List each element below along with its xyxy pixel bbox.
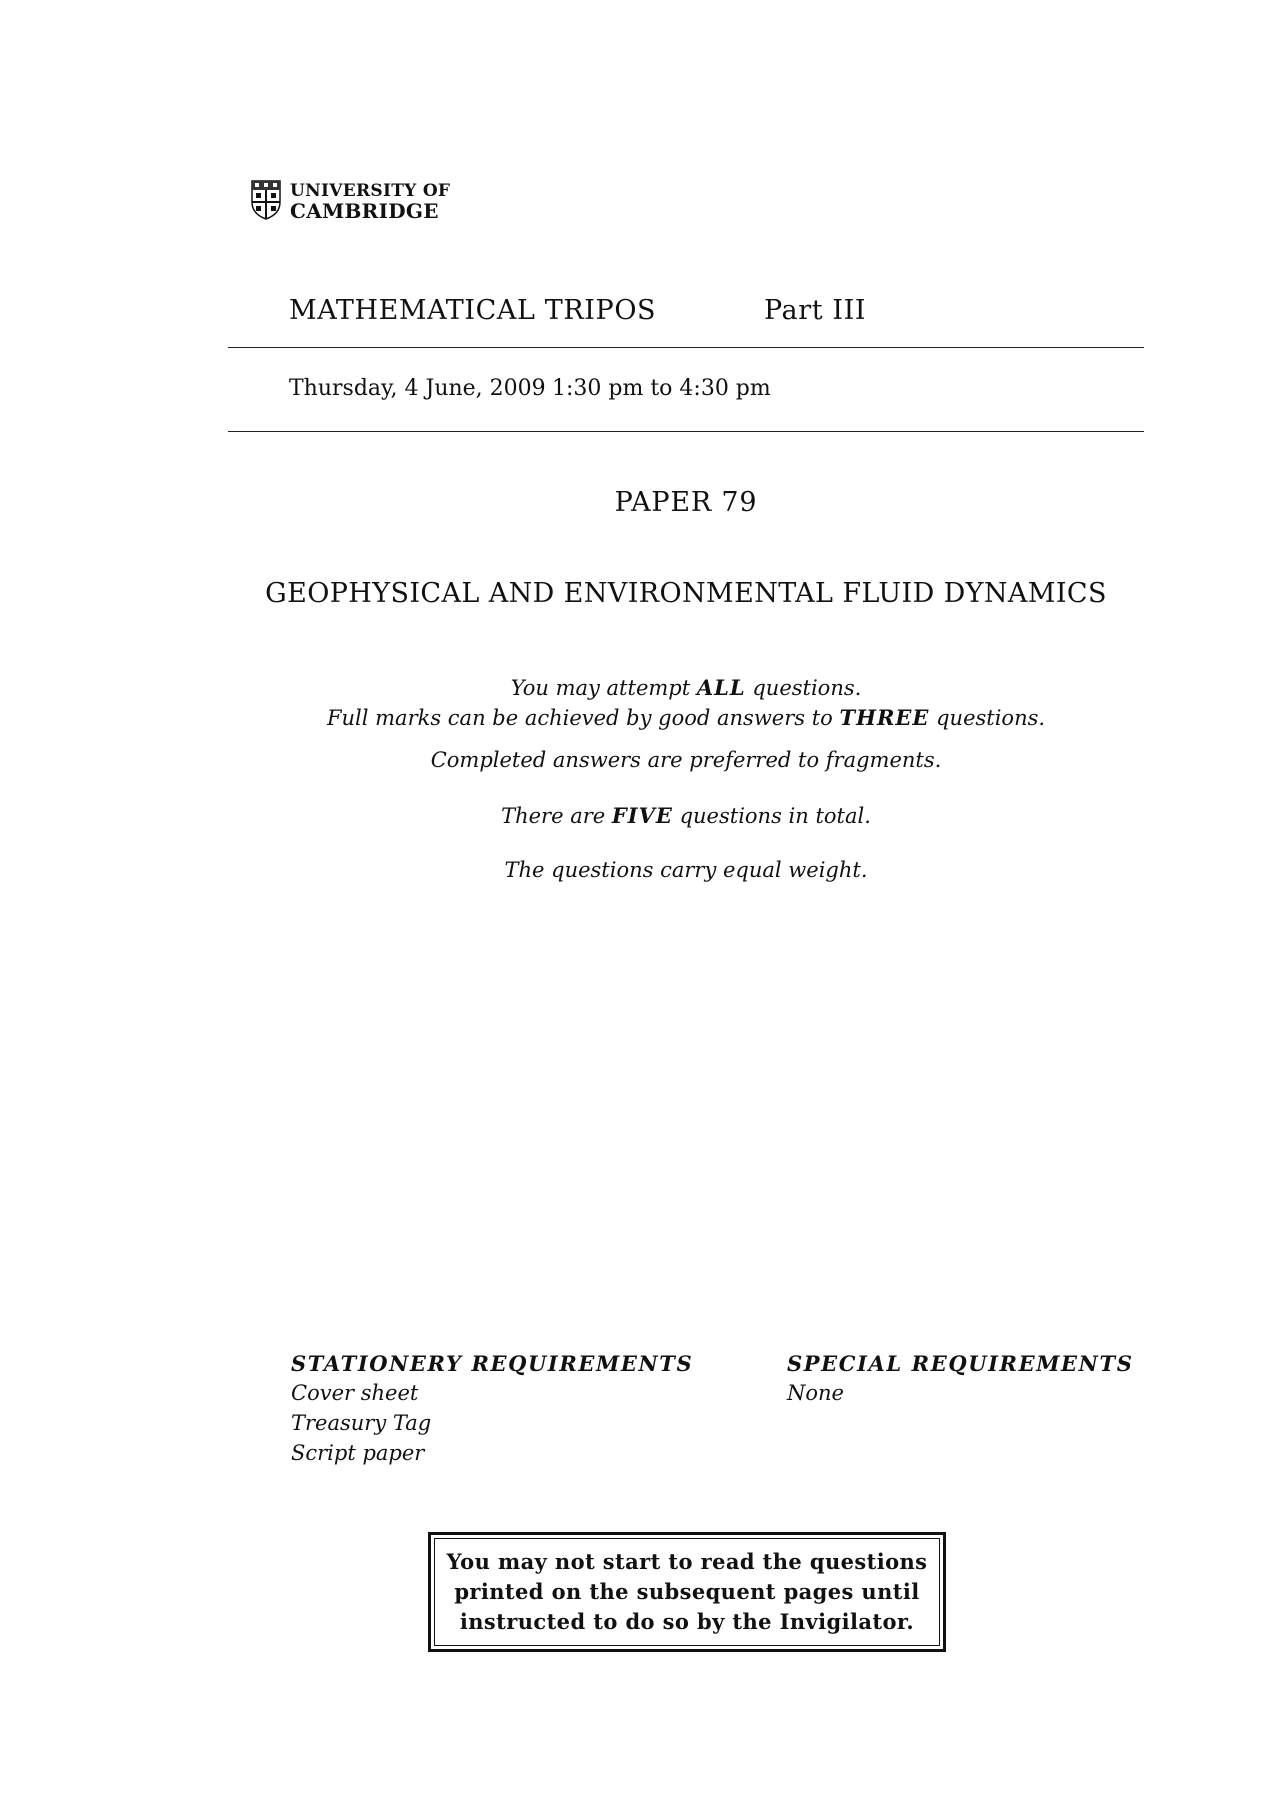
exam-part: Part III: [764, 295, 867, 326]
notice-line: You may not start to read the questions: [446, 1549, 928, 1574]
exam-title: MATHEMATICAL TRIPOS: [289, 295, 657, 326]
header-bottom-rule: [228, 431, 1144, 432]
instruction-completed-answers: Completed answers are preferred to fragments.: [430, 748, 942, 772]
notice-line: printed on the subsequent pages until: [454, 1579, 920, 1604]
notice-line: instructed to do so by the Invigilator.: [459, 1609, 915, 1634]
instruction-attempt-all: You may attempt ALL questions.: [510, 675, 862, 700]
university-name-line2: CAMBRIDGE: [290, 199, 439, 223]
instruction-question-count: There are FIVE questions in total.: [501, 803, 871, 828]
special-requirements-heading: SPECIAL REQUIREMENTS: [787, 1351, 1134, 1376]
instruction-equal-weight: The questions carry equal weight.: [504, 858, 868, 882]
exam-time: 1:30 pm to 4:30 pm: [552, 376, 771, 401]
paper-subject: GEOPHYSICAL AND ENVIRONMENTAL FLUID DYNAMICS: [265, 578, 1107, 609]
stationery-item: Treasury Tag: [291, 1411, 432, 1435]
special-requirement-item: None: [787, 1381, 844, 1405]
stationery-item: Cover sheet: [291, 1381, 419, 1405]
paper-number: PAPER 79: [614, 487, 758, 518]
instruction-full-marks: Full marks can be achieved by good answers to THREE questions.: [326, 705, 1046, 730]
university-logo: [251, 180, 451, 223]
stationery-item: Script paper: [291, 1441, 425, 1465]
university-name-line1: UNIVERSITY OF: [290, 181, 451, 201]
header-top-rule: [228, 347, 1144, 348]
invigilator-notice-inner: [434, 1538, 940, 1646]
invigilator-notice-box: [428, 1532, 946, 1652]
crest-icon: [251, 180, 281, 220]
stationery-requirements-heading: STATIONERY REQUIREMENTS: [291, 1351, 694, 1376]
exam-date: Thursday, 4 June, 2009: [289, 376, 546, 401]
